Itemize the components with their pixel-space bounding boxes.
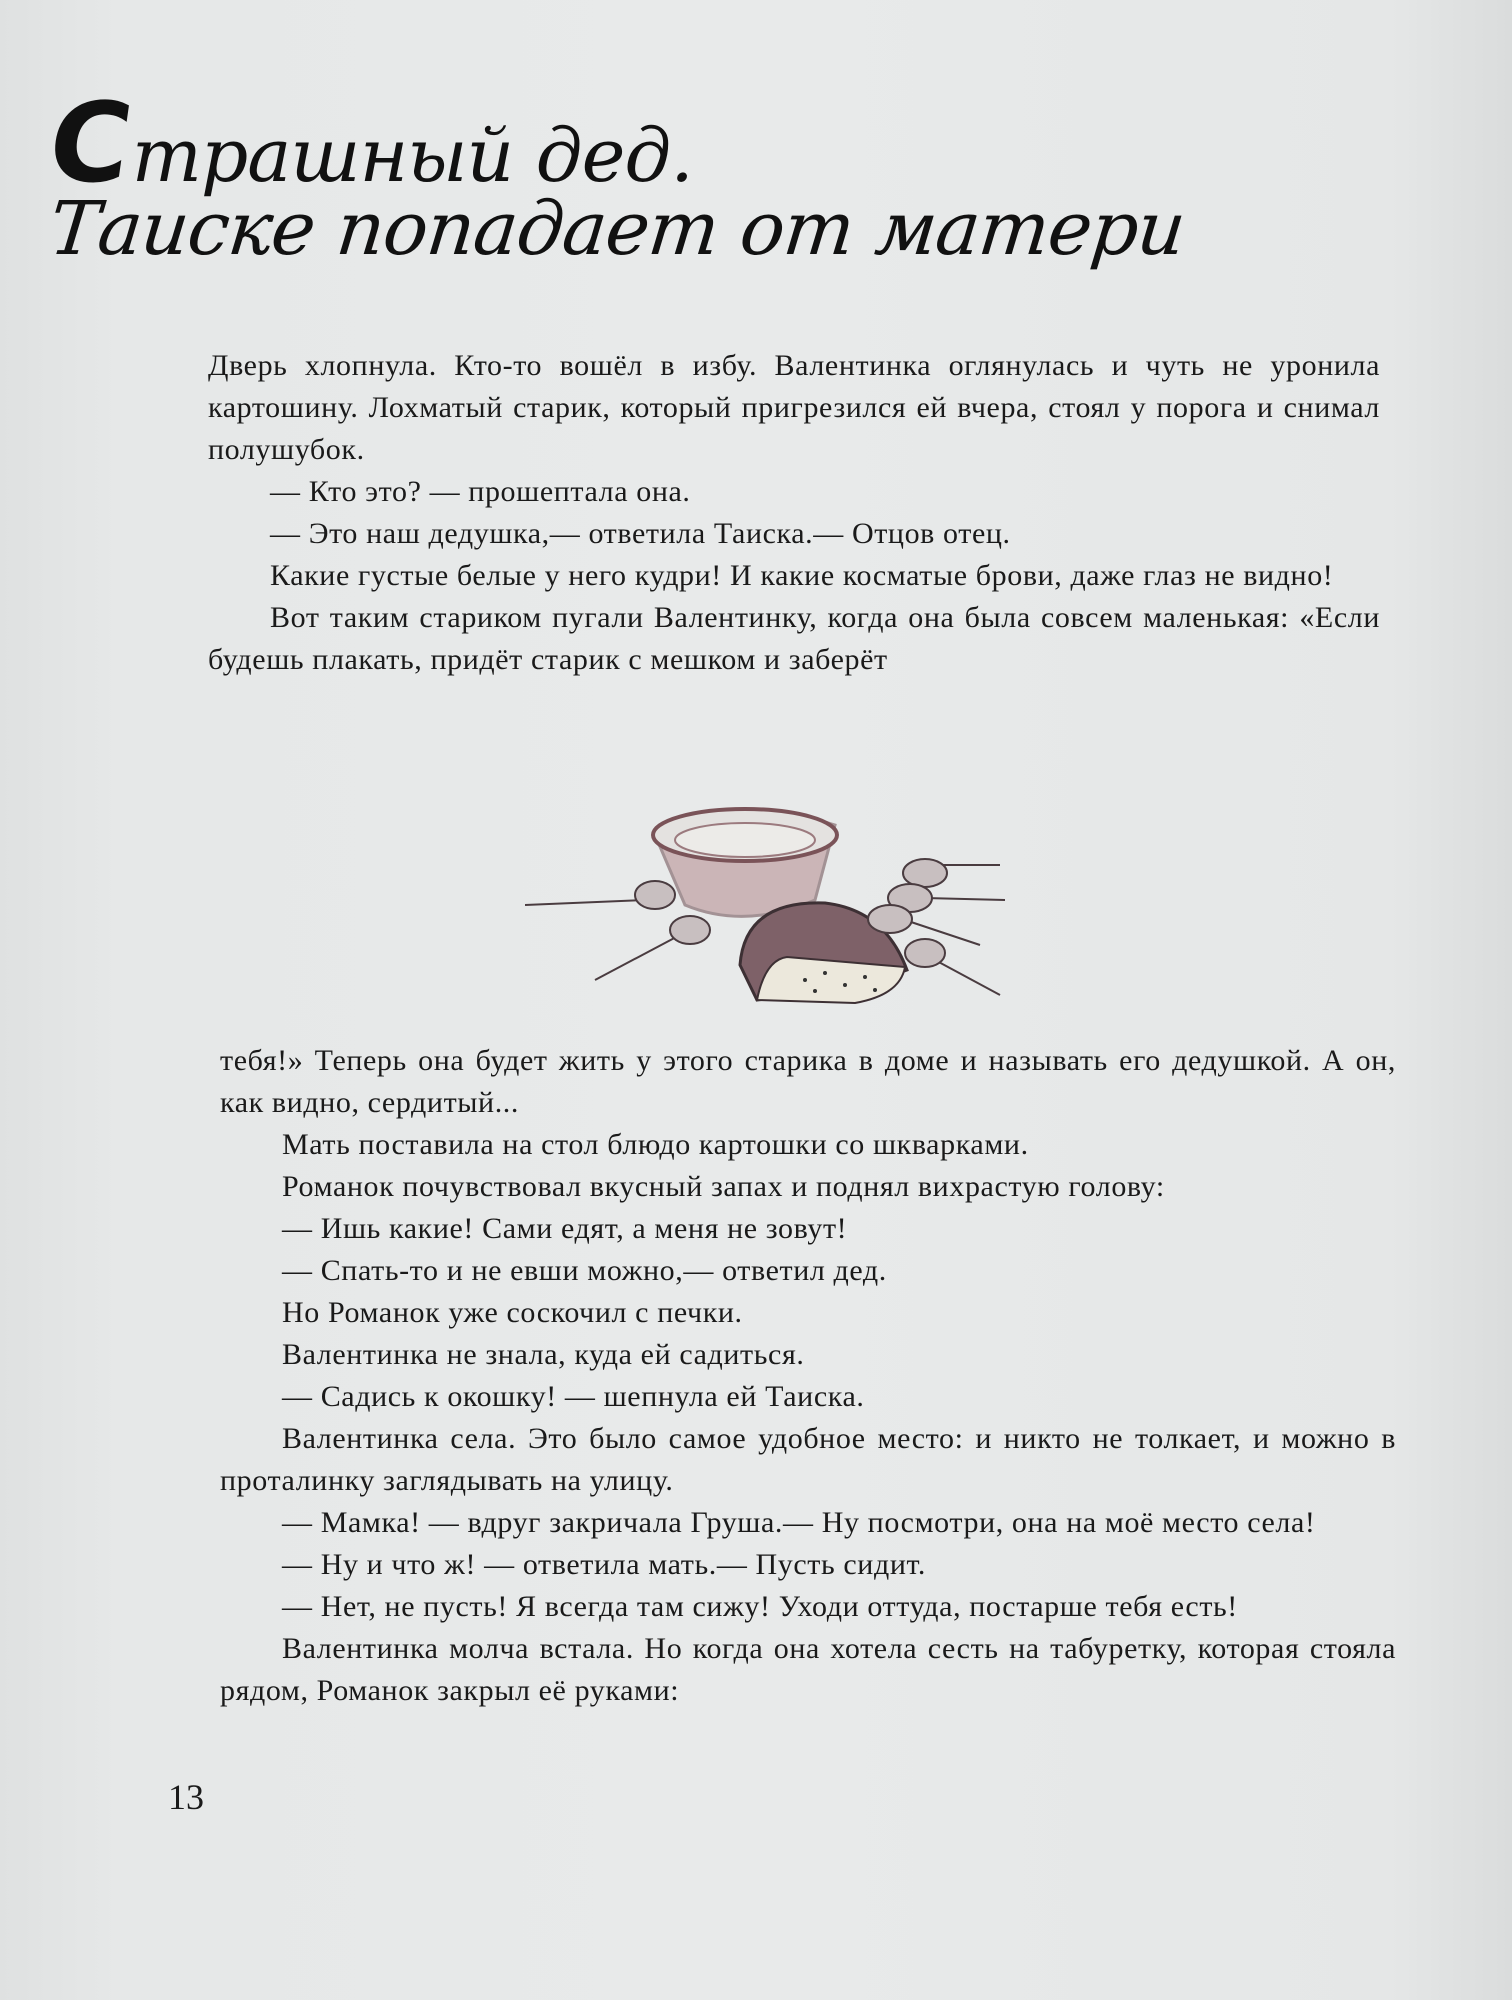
chapter-title-line1 (41, 79, 1184, 207)
paragraph: — Кто это? — прошептала она. (270, 475, 691, 508)
paragraph: — Ишь какие! Сами едят, а меня не зовут! (282, 1212, 848, 1245)
paragraph: Валентинка села. Это было самое удобное место: и никто не толкает, и можно в проталинку заглядывать на улицу. (220, 1422, 1396, 1497)
bowl-bread-spoons-illustration (525, 795, 1005, 1015)
paragraph: Но Романок уже соскочил с печки. (282, 1296, 743, 1329)
chapter-title-line2: Таиске попадает от матери (45, 186, 1189, 272)
paragraph: — Ну и что ж! — ответила мать.— Пусть сидит. (282, 1548, 927, 1581)
paragraph: тебя!» Теперь она будет жить у этого старика в доме и называть его дедушкой. А он, как видно, сердитый... (220, 1044, 1396, 1119)
paragraph: Дверь хлопнула. Кто-то вошёл в избу. Валентинка оглянулась и чуть не уронила картошину. Лохматый старик, который пригрезился ей вчера, стоял у порога и снимал полушубок. (208, 349, 1380, 466)
paragraph: Валентинка молча встала. Но когда она хотела сесть на табуретку, которая стояла рядом, Романок закрыл её руками: (220, 1632, 1396, 1707)
paragraph: — Нет, не пусть! Я всегда там сижу! Уходи оттуда, постарше тебя есть! (282, 1590, 1238, 1623)
chapter-title (41, 79, 1189, 272)
paragraph: Вот таким стариком пугали Валентинку, когда она была совсем маленькая: «Если будешь плакать, придёт старик с мешком и заберёт (208, 601, 1380, 676)
paragraph: — Садись к окошку! — шепнула ей Таиска. (282, 1380, 865, 1413)
text-block-bottom (220, 1040, 1396, 1712)
paragraph: — Мамка! — вдруг закричала Груша.— Ну посмотри, она на моё место села! (282, 1506, 1316, 1539)
page-number: 13 (168, 1777, 204, 1817)
chapter-title-line1-text: трашный дед. (131, 113, 693, 199)
drop-cap: С (41, 79, 139, 207)
bowl (653, 809, 837, 916)
paragraph: Какие густые белые у него кудри! И какие косматые брови, даже глаз не видно! (270, 559, 1334, 592)
paragraph: Мать поставила на стол блюдо картошки со шкварками. (282, 1128, 1029, 1161)
text-block-top (208, 345, 1380, 681)
paragraph: — Это наш дедушка,— ответила Таиска.— Отцов отец. (270, 517, 1011, 550)
paragraph: Романок почувствовал вкусный запах и поднял вихрастую голову: (282, 1170, 1165, 1203)
paragraph: — Спать-то и не евши можно,— ответил дед. (282, 1254, 887, 1287)
paragraph: Валентинка не знала, куда ей садиться. (282, 1338, 805, 1371)
